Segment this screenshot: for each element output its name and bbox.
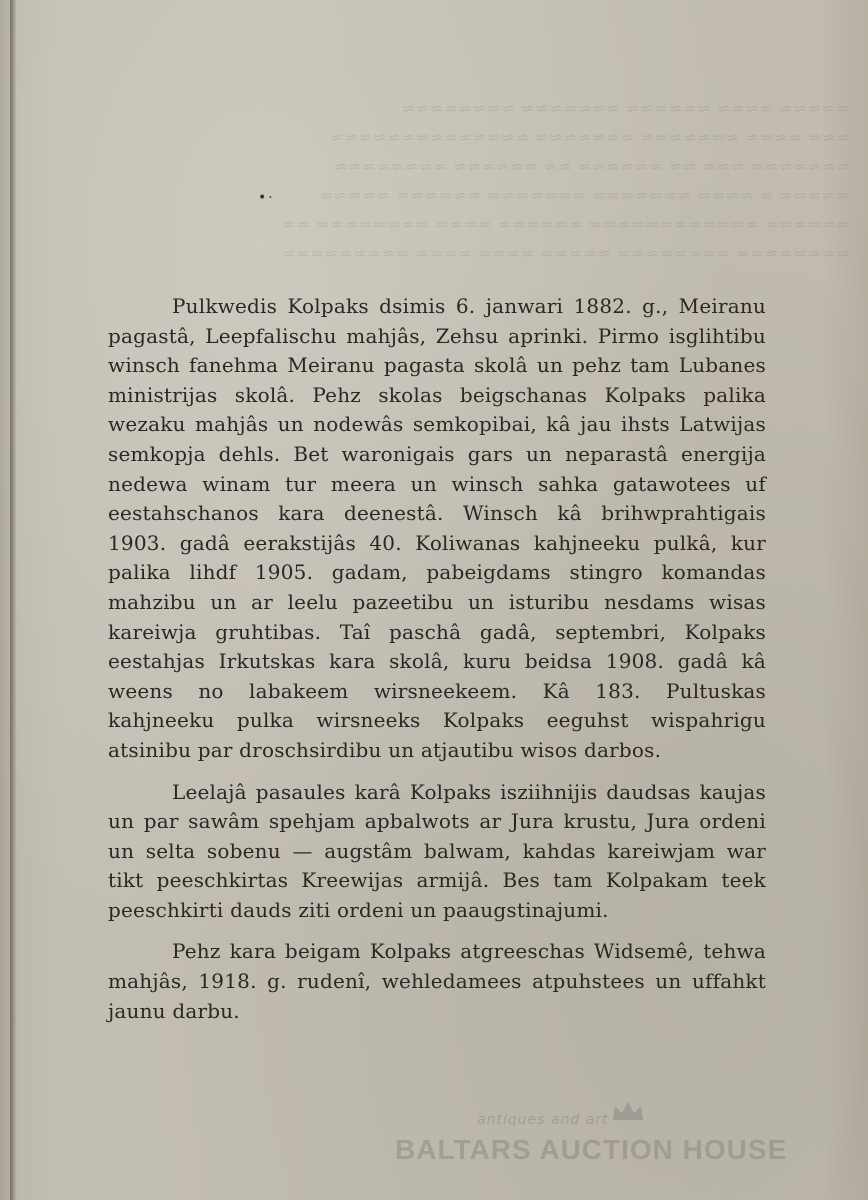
paragraph-2: Leelajâ pasaules karâ Kolpaks isziihnijis daudsas kaujas un par sawâm spehjam apbalwots ar Jura krustu, Jura ordeni un selta sobenu — augstâm balwam, kahdas kareiwjam war tikt peeschkirtas Kreewijas armijâ. Bes tam Kolpakam teek peeschkirti dauds ziti ordeni un paaugstinajumi. bbox=[108, 779, 766, 922]
binding-edge bbox=[10, 0, 16, 1200]
watermark-tagline: antiques and art bbox=[477, 1112, 609, 1128]
ink-specks: •· bbox=[258, 190, 275, 206]
auction-watermark bbox=[395, 1112, 815, 1182]
crown-icon bbox=[611, 1100, 645, 1122]
paragraph-3: Pehz kara beigam Kolpaks atgreeschas Widsemê, tehwa mahjâs, 1918. g. rudenî, wehledamees atpuhstees un uffahkt jaunu darbu. bbox=[108, 939, 766, 1023]
bleed-through-text: ≈≈≈≈≈ ≈≈≈≈ ≈≈≈≈≈≈ ≈≈≈≈≈≈≈ ≈≈≈≈≈≈≈≈ ≈≈≈ ≈≈≈≈ ≈≈≈≈≈≈≈ ≈≈≈≈≈≈≈ ≈≈≈≈≈≈≈≈≈≈≈≈≈≈ ≈≈≈≈≈≈≈ ≈≈≈ ≈≈ ≈≈≈≈≈≈ ≈≈ ≈≈≈≈≈≈ ≈≈≈≈≈≈≈≈ ≈≈≈≈≈ ≈ ≈≈≈≈ ≈≈≈≈≈≈≈ ≈≈≈≈≈≈≈ ≈≈≈≈≈≈ ≈≈≈≈≈ ≈≈≈≈≈≈ ≈≈≈≈≈≈≈≈≈≈≈≈ ≈≈≈≈≈≈ ≈≈≈≈ ≈≈≈≈≈≈≈≈ ≈≈ ≈≈≈≈≈≈≈≈ ≈≈≈≈≈≈≈≈ ≈≈≈≈≈ ≈≈≈≈ ≈≈≈≈ ≈≈≈≈≈≈≈≈≈ bbox=[281, 99, 850, 264]
paragraph-1: Pulkwedis Kolpaks dsimis 6. janwari 1882. g., Meiranu pagastâ, Leepfalischu mahjâs, Zehsu aprinki. Pirmo isglihtibu winsch fanehma Meiranu pagasta skolâ un pehz tam Lubanes ministrijas skolâ. Pehz skolas beigschanas Kolpaks palika wezaku mahjâs un nodewâs semkopibai, kâ jau ihsts Latwijas semkopja dehls. Bet waronigais gars un neparastâ energija nedewa winam tur meera un winsch sahka gatawotees uf eestahschanos kara deenestâ. Winsch kâ brihwprahtigais 1903. gadâ eerakstijâs 40. Koliwanas kahjneeku pulkâ, kur palika lihdf 1905. gadam, pabeigdams stingro komandas mahzibu un ar leelu pazeetibu un isturibu nesdams wisas kareiwja gruhtibas. Taî paschâ gadâ, septembri, Kolpaks eestahjas Irkutskas kara skolâ, kuru beidsa 1908. gadâ kâ weens no labakeem wirsneekeem. Kâ 183. Pultuskas kahjneeku pulka wirsneeks Kolpaks eeguhst wispahrigu atsinibu par droschsirdibu un atjautibu wisos darbos. bbox=[108, 294, 766, 762]
watermark-brand: BALTARS AUCTION HOUSE bbox=[395, 1134, 788, 1165]
body-text bbox=[108, 292, 766, 1026]
